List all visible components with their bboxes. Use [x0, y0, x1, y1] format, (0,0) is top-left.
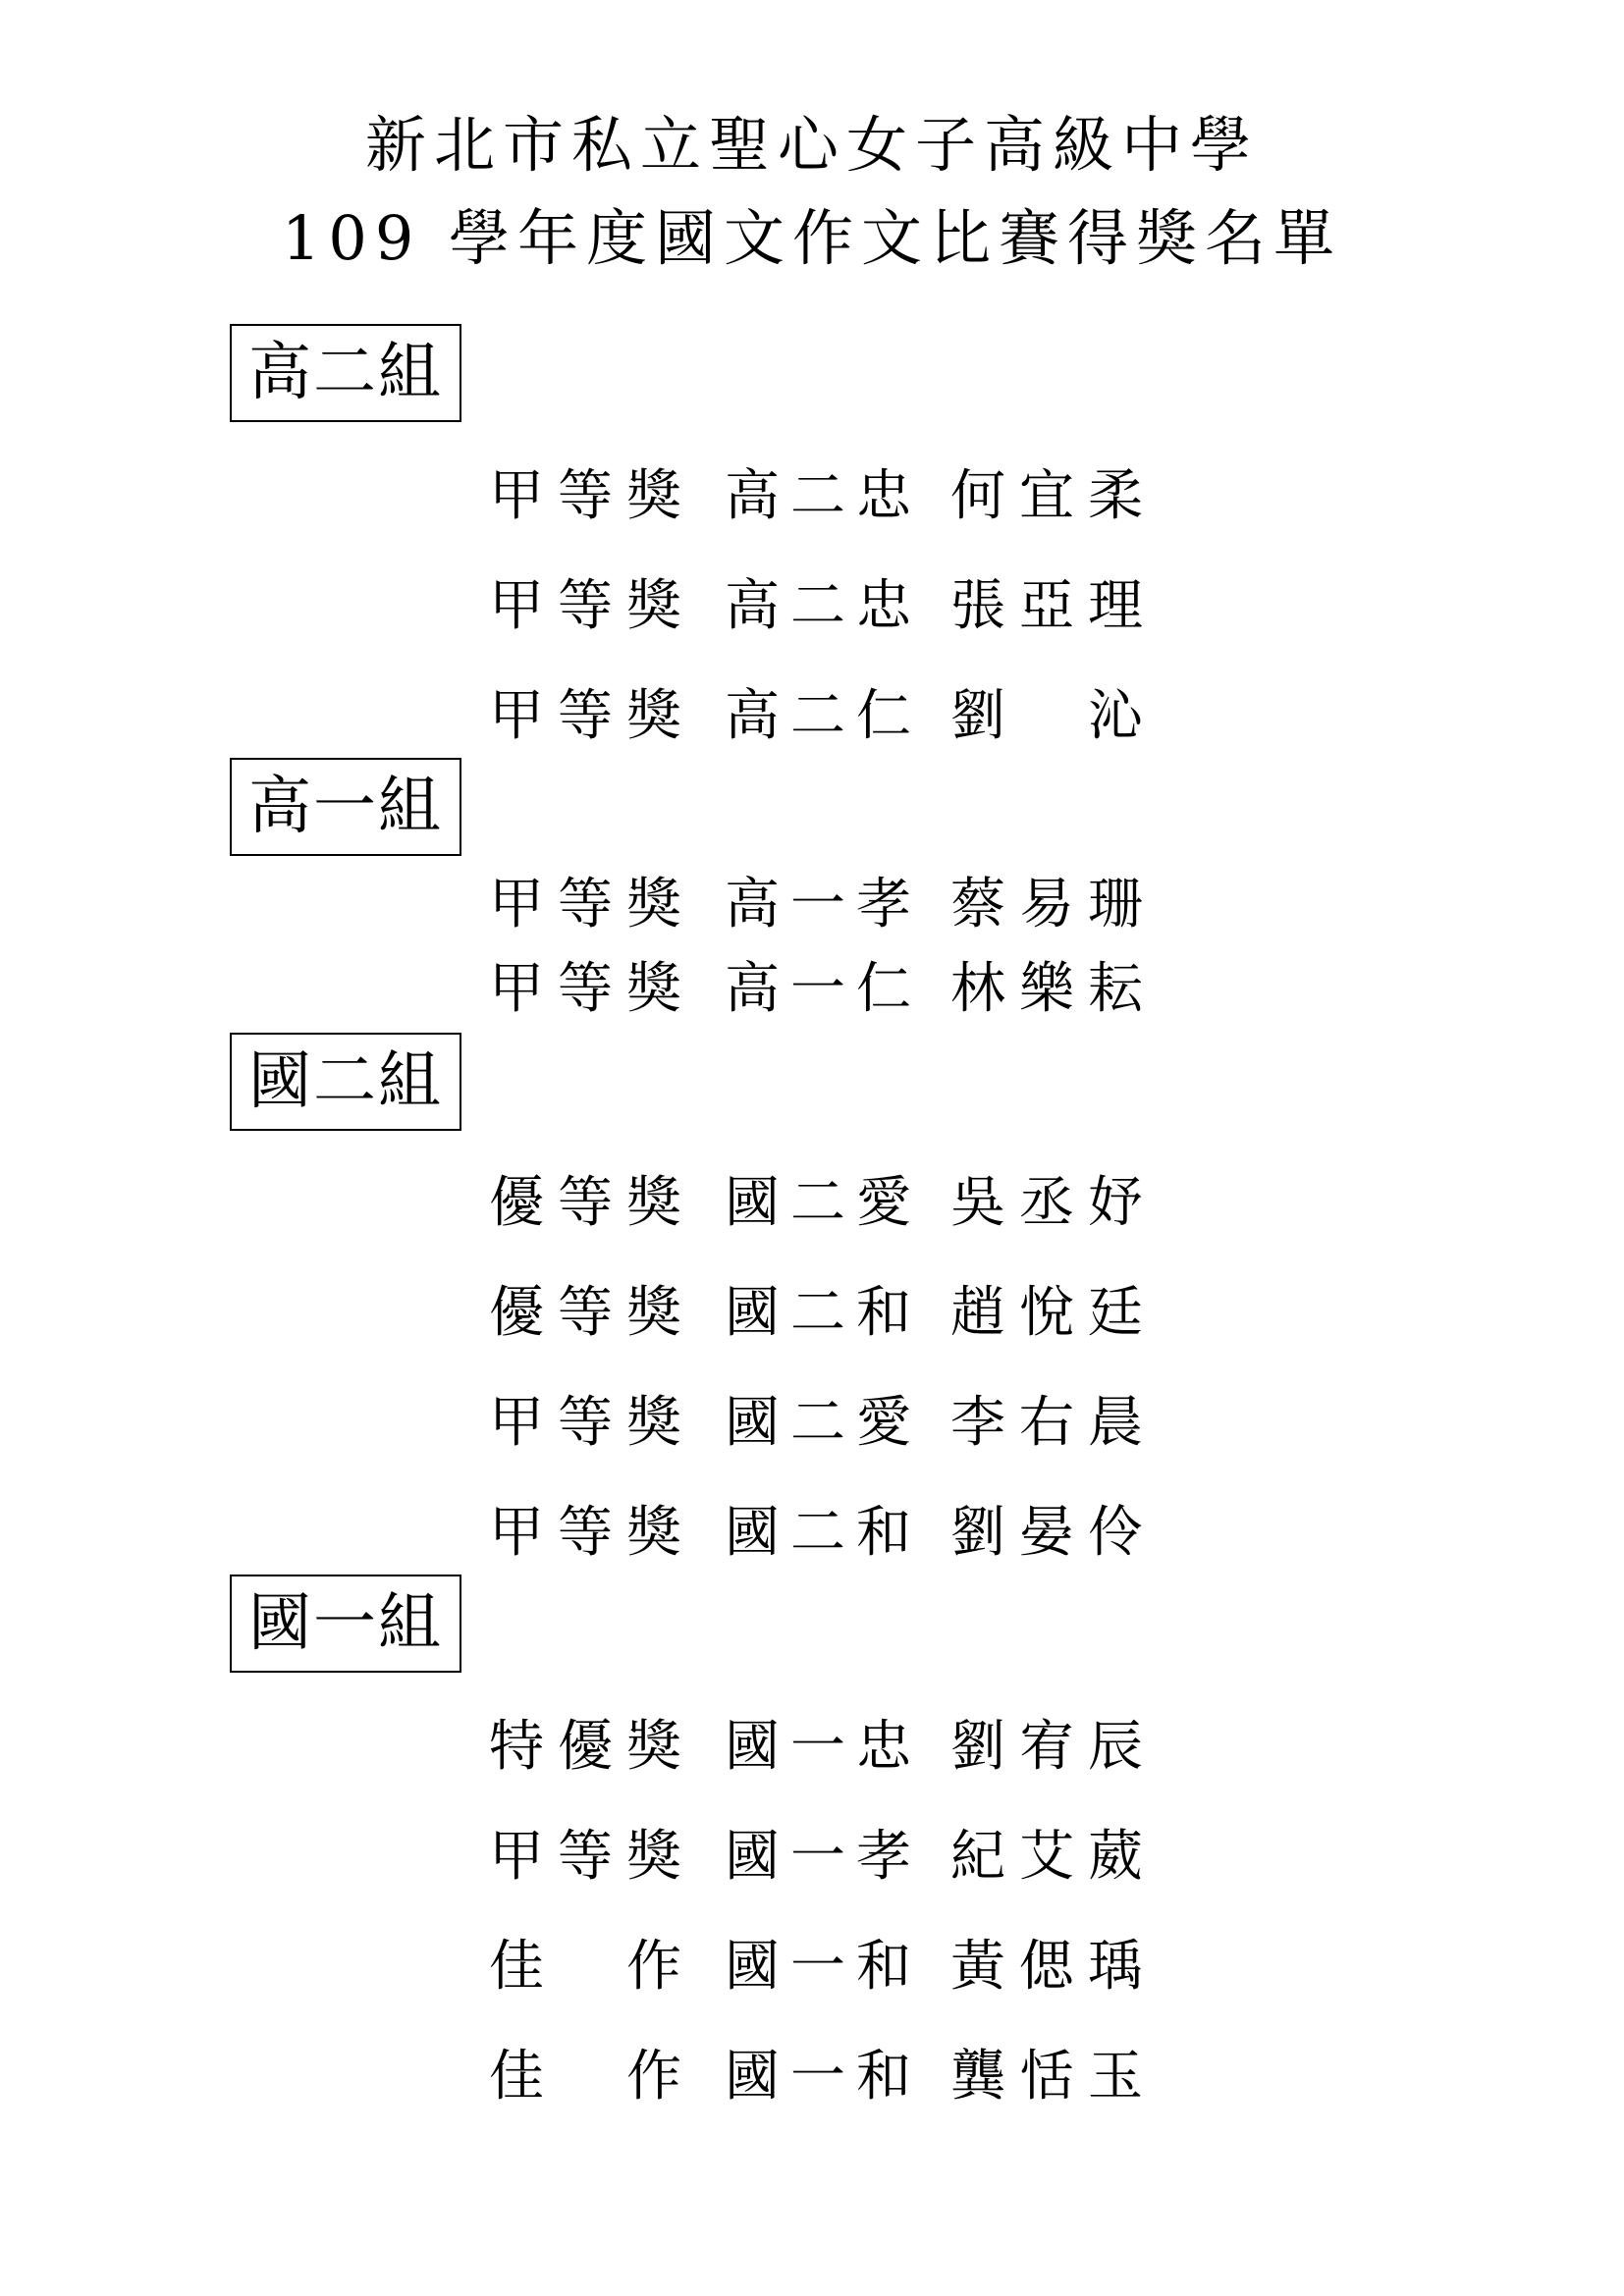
class-cell: 高 二 仁 [725, 684, 911, 748]
award-cell: 甲 等 獎 [489, 464, 681, 528]
name-cell: 李 右 晨 [950, 1391, 1143, 1455]
class-cell: 國 一 孝 [725, 1825, 911, 1889]
name-cell: 趙 悅 廷 [950, 1281, 1143, 1345]
class-cell: 國 一 和 [725, 1935, 911, 1999]
award-cell: 特 優 獎 [489, 1715, 681, 1779]
class-cell: 國 二 和 [725, 1281, 911, 1345]
award-cell: 甲 等 獎 [489, 684, 681, 748]
award-cell: 佳 作 [489, 2045, 681, 2109]
group-label: 高一組 [230, 758, 461, 856]
class-cell: 國 二 愛 [725, 1171, 911, 1235]
class-cell: 國 一 忠 [725, 1715, 911, 1779]
name-cell: 何 宜 柔 [950, 464, 1143, 528]
group-label: 高二組 [230, 324, 461, 422]
class-cell: 高 一 孝 [725, 873, 911, 936]
class-cell: 國 二 和 [725, 1501, 911, 1565]
document-title-award-list: 109 學年度國文作文比賽得獎名單 [281, 202, 1343, 274]
class-cell: 高 一 仁 [725, 957, 911, 1021]
award-cell: 優 等 獎 [489, 1281, 681, 1345]
group-label: 國一組 [230, 1575, 461, 1673]
name-cell: 張 亞 理 [950, 574, 1143, 638]
name-cell: 蔡 易 珊 [950, 873, 1143, 936]
award-cell: 甲 等 獎 [489, 1825, 681, 1889]
name-cell: 劉 宥 辰 [950, 1715, 1143, 1779]
class-cell: 國 二 愛 [725, 1391, 911, 1455]
class-cell: 高 二 忠 [725, 464, 911, 528]
award-cell: 甲 等 獎 [489, 1391, 681, 1455]
name-cell: 吳 丞 妤 [950, 1171, 1143, 1235]
group-label: 國二組 [230, 1033, 461, 1131]
name-cell: 龔 恬 玉 [950, 2045, 1143, 2109]
award-cell: 甲 等 獎 [489, 873, 681, 936]
class-cell: 國 一 和 [725, 2045, 911, 2109]
award-cell: 甲 等 獎 [489, 574, 681, 638]
award-cell: 佳 作 [489, 1935, 681, 1999]
award-cell: 甲 等 獎 [489, 1501, 681, 1565]
award-cell: 優 等 獎 [489, 1171, 681, 1235]
name-cell: 紀 艾 葳 [950, 1825, 1143, 1889]
name-cell: 黃 偲 瑀 [950, 1935, 1143, 1999]
document-title-school: 新北市私立聖心女子高級中學 [364, 109, 1259, 181]
class-cell: 高 二 忠 [725, 574, 911, 638]
award-cell: 甲 等 獎 [489, 957, 681, 1021]
name-cell: 林 樂 耘 [950, 957, 1143, 1021]
name-cell: 劉 晏 伶 [950, 1501, 1143, 1565]
name-cell: 劉 沁 [950, 684, 1143, 748]
